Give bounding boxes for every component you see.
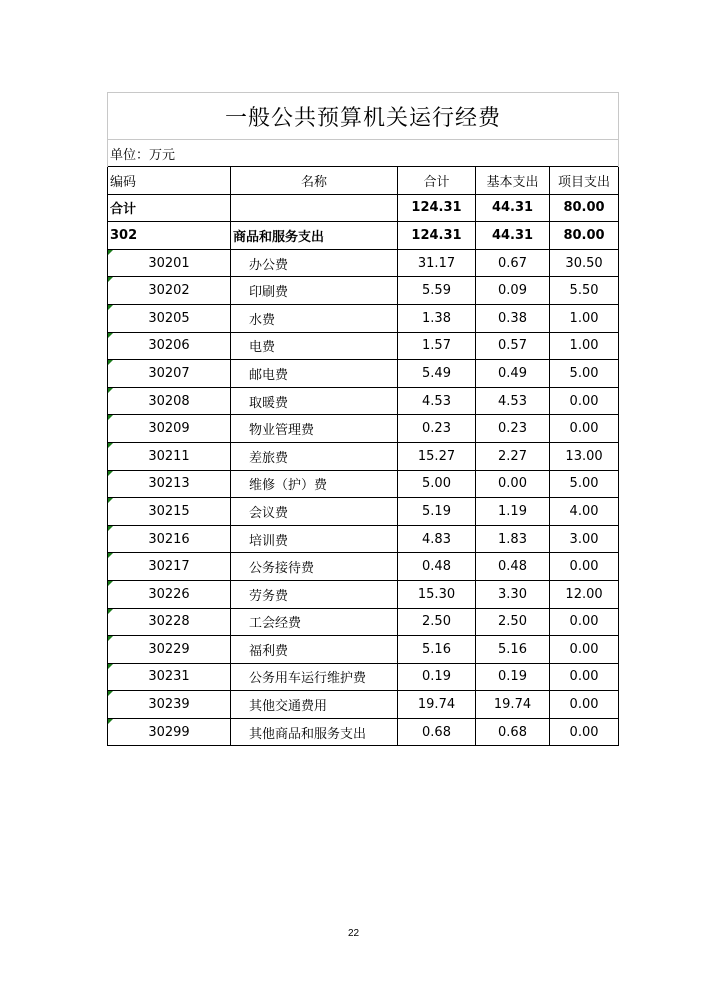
row-total: 5.49	[398, 360, 476, 388]
row-basic: 0.23	[476, 415, 550, 443]
row-project: 1.00	[550, 332, 619, 360]
row-code: 30216	[108, 525, 231, 553]
row-total: 15.30	[398, 580, 476, 608]
cell-marker-icon	[108, 636, 113, 641]
table-row	[108, 277, 619, 305]
row-name: 会议费	[231, 498, 398, 526]
table-row	[108, 415, 619, 443]
row-total: 15.27	[398, 442, 476, 470]
cell-marker-icon	[108, 498, 113, 503]
row-project: 13.00	[550, 442, 619, 470]
title-row	[108, 93, 619, 140]
cell-marker-icon	[108, 691, 113, 696]
row-project: 30.50	[550, 249, 619, 277]
row-project: 0.00	[550, 691, 619, 719]
row-name: 福利费	[231, 636, 398, 664]
row-code: 30209	[108, 415, 231, 443]
table-row	[108, 691, 619, 719]
category-row	[108, 222, 619, 250]
row-project: 0.00	[550, 718, 619, 746]
cell-marker-icon	[108, 333, 113, 338]
row-code: 30217	[108, 553, 231, 581]
table-row	[108, 304, 619, 332]
row-name: 维修（护）费	[231, 470, 398, 498]
row-total: 5.19	[398, 498, 476, 526]
row-total: 0.48	[398, 553, 476, 581]
table-row	[108, 553, 619, 581]
row-total: 0.19	[398, 663, 476, 691]
row-total: 1.57	[398, 332, 476, 360]
header-name: 名称	[231, 167, 398, 195]
cell-marker-icon	[108, 553, 113, 558]
table-row	[108, 332, 619, 360]
row-name: 工会经费	[231, 608, 398, 636]
row-project: 0.00	[550, 636, 619, 664]
cell-marker-icon	[108, 443, 113, 448]
row-total: 19.74	[398, 691, 476, 719]
row-project: 1.00	[550, 304, 619, 332]
header-code: 编码	[108, 167, 231, 195]
cell-marker-icon	[108, 388, 113, 393]
cell-marker-icon	[108, 719, 113, 724]
row-code: 30201	[108, 249, 231, 277]
header-row	[108, 167, 619, 195]
total-code: 合计	[108, 194, 231, 222]
row-project: 0.00	[550, 553, 619, 581]
row-basic: 0.68	[476, 718, 550, 746]
row-basic: 0.09	[476, 277, 550, 305]
row-project: 5.00	[550, 470, 619, 498]
category-name: 商品和服务支出	[231, 222, 398, 250]
table-row	[108, 580, 619, 608]
row-project: 12.00	[550, 580, 619, 608]
row-total: 4.83	[398, 525, 476, 553]
row-basic: 5.16	[476, 636, 550, 664]
page-number: 22	[347, 928, 360, 939]
row-basic: 4.53	[476, 387, 550, 415]
row-code: 30299	[108, 718, 231, 746]
row-name: 其他商品和服务支出	[231, 718, 398, 746]
row-name: 劳务费	[231, 580, 398, 608]
row-name: 公务用车运行维护费	[231, 663, 398, 691]
cell-marker-icon	[108, 415, 113, 420]
row-code: 30239	[108, 691, 231, 719]
row-total: 5.16	[398, 636, 476, 664]
unit-row	[108, 140, 619, 167]
row-code: 30202	[108, 277, 231, 305]
row-name: 电费	[231, 332, 398, 360]
row-code: 30208	[108, 387, 231, 415]
row-basic: 0.49	[476, 360, 550, 388]
row-project: 0.00	[550, 415, 619, 443]
row-code: 30226	[108, 580, 231, 608]
row-name: 水费	[231, 304, 398, 332]
category-project: 80.00	[550, 222, 619, 250]
cell-marker-icon	[108, 305, 113, 310]
row-project: 4.00	[550, 498, 619, 526]
row-code: 30206	[108, 332, 231, 360]
cell-marker-icon	[108, 277, 113, 282]
row-total: 0.68	[398, 718, 476, 746]
row-code: 30228	[108, 608, 231, 636]
cell-marker-icon	[108, 526, 113, 531]
cell-marker-icon	[108, 664, 113, 669]
total-name	[231, 194, 398, 222]
row-total: 2.50	[398, 608, 476, 636]
table-row	[108, 525, 619, 553]
row-basic: 0.19	[476, 663, 550, 691]
table-row	[108, 442, 619, 470]
row-basic: 19.74	[476, 691, 550, 719]
category-basic: 44.31	[476, 222, 550, 250]
cell-marker-icon	[108, 609, 113, 614]
row-total: 5.00	[398, 470, 476, 498]
row-basic: 2.50	[476, 608, 550, 636]
budget-table	[107, 92, 619, 746]
row-code: 30211	[108, 442, 231, 470]
row-name: 办公费	[231, 249, 398, 277]
category-total: 124.31	[398, 222, 476, 250]
row-project: 0.00	[550, 663, 619, 691]
row-basic: 2.27	[476, 442, 550, 470]
row-project: 5.50	[550, 277, 619, 305]
row-code: 30207	[108, 360, 231, 388]
row-name: 邮电费	[231, 360, 398, 388]
row-code: 30215	[108, 498, 231, 526]
row-project: 3.00	[550, 525, 619, 553]
row-basic: 0.38	[476, 304, 550, 332]
header-basic: 基本支出	[476, 167, 550, 195]
cell-marker-icon	[108, 250, 113, 255]
row-total: 4.53	[398, 387, 476, 415]
row-project: 0.00	[550, 608, 619, 636]
category-code: 302	[108, 222, 231, 250]
row-code: 30205	[108, 304, 231, 332]
header-project: 项目支出	[550, 167, 619, 195]
row-basic: 0.67	[476, 249, 550, 277]
table-row	[108, 636, 619, 664]
row-name: 差旅费	[231, 442, 398, 470]
row-name: 取暖费	[231, 387, 398, 415]
table-row	[108, 387, 619, 415]
table-row	[108, 249, 619, 277]
unit-label: 单位：万元	[108, 140, 619, 167]
row-basic: 1.83	[476, 525, 550, 553]
row-total: 0.23	[398, 415, 476, 443]
row-basic: 0.00	[476, 470, 550, 498]
page-title: 一般公共预算机关运行经费	[108, 93, 619, 140]
budget-sheet	[107, 92, 618, 746]
table-row	[108, 360, 619, 388]
total-row	[108, 194, 619, 222]
row-project: 0.00	[550, 387, 619, 415]
row-code: 30229	[108, 636, 231, 664]
row-total: 1.38	[398, 304, 476, 332]
row-total: 5.59	[398, 277, 476, 305]
total-project: 80.00	[550, 194, 619, 222]
row-basic: 0.57	[476, 332, 550, 360]
row-project: 5.00	[550, 360, 619, 388]
total-total: 124.31	[398, 194, 476, 222]
row-basic: 1.19	[476, 498, 550, 526]
table-row	[108, 470, 619, 498]
cell-marker-icon	[108, 471, 113, 476]
row-basic: 3.30	[476, 580, 550, 608]
row-total: 31.17	[398, 249, 476, 277]
row-name: 物业管理费	[231, 415, 398, 443]
table-row	[108, 608, 619, 636]
header-total: 合计	[398, 167, 476, 195]
row-name: 公务接待费	[231, 553, 398, 581]
row-name: 其他交通费用	[231, 691, 398, 719]
cell-marker-icon	[108, 581, 113, 586]
row-code: 30213	[108, 470, 231, 498]
row-name: 印刷费	[231, 277, 398, 305]
table-row	[108, 663, 619, 691]
total-basic: 44.31	[476, 194, 550, 222]
table-row	[108, 718, 619, 746]
table-row	[108, 498, 619, 526]
cell-marker-icon	[108, 360, 113, 365]
row-basic: 0.48	[476, 553, 550, 581]
row-name: 培训费	[231, 525, 398, 553]
row-code: 30231	[108, 663, 231, 691]
